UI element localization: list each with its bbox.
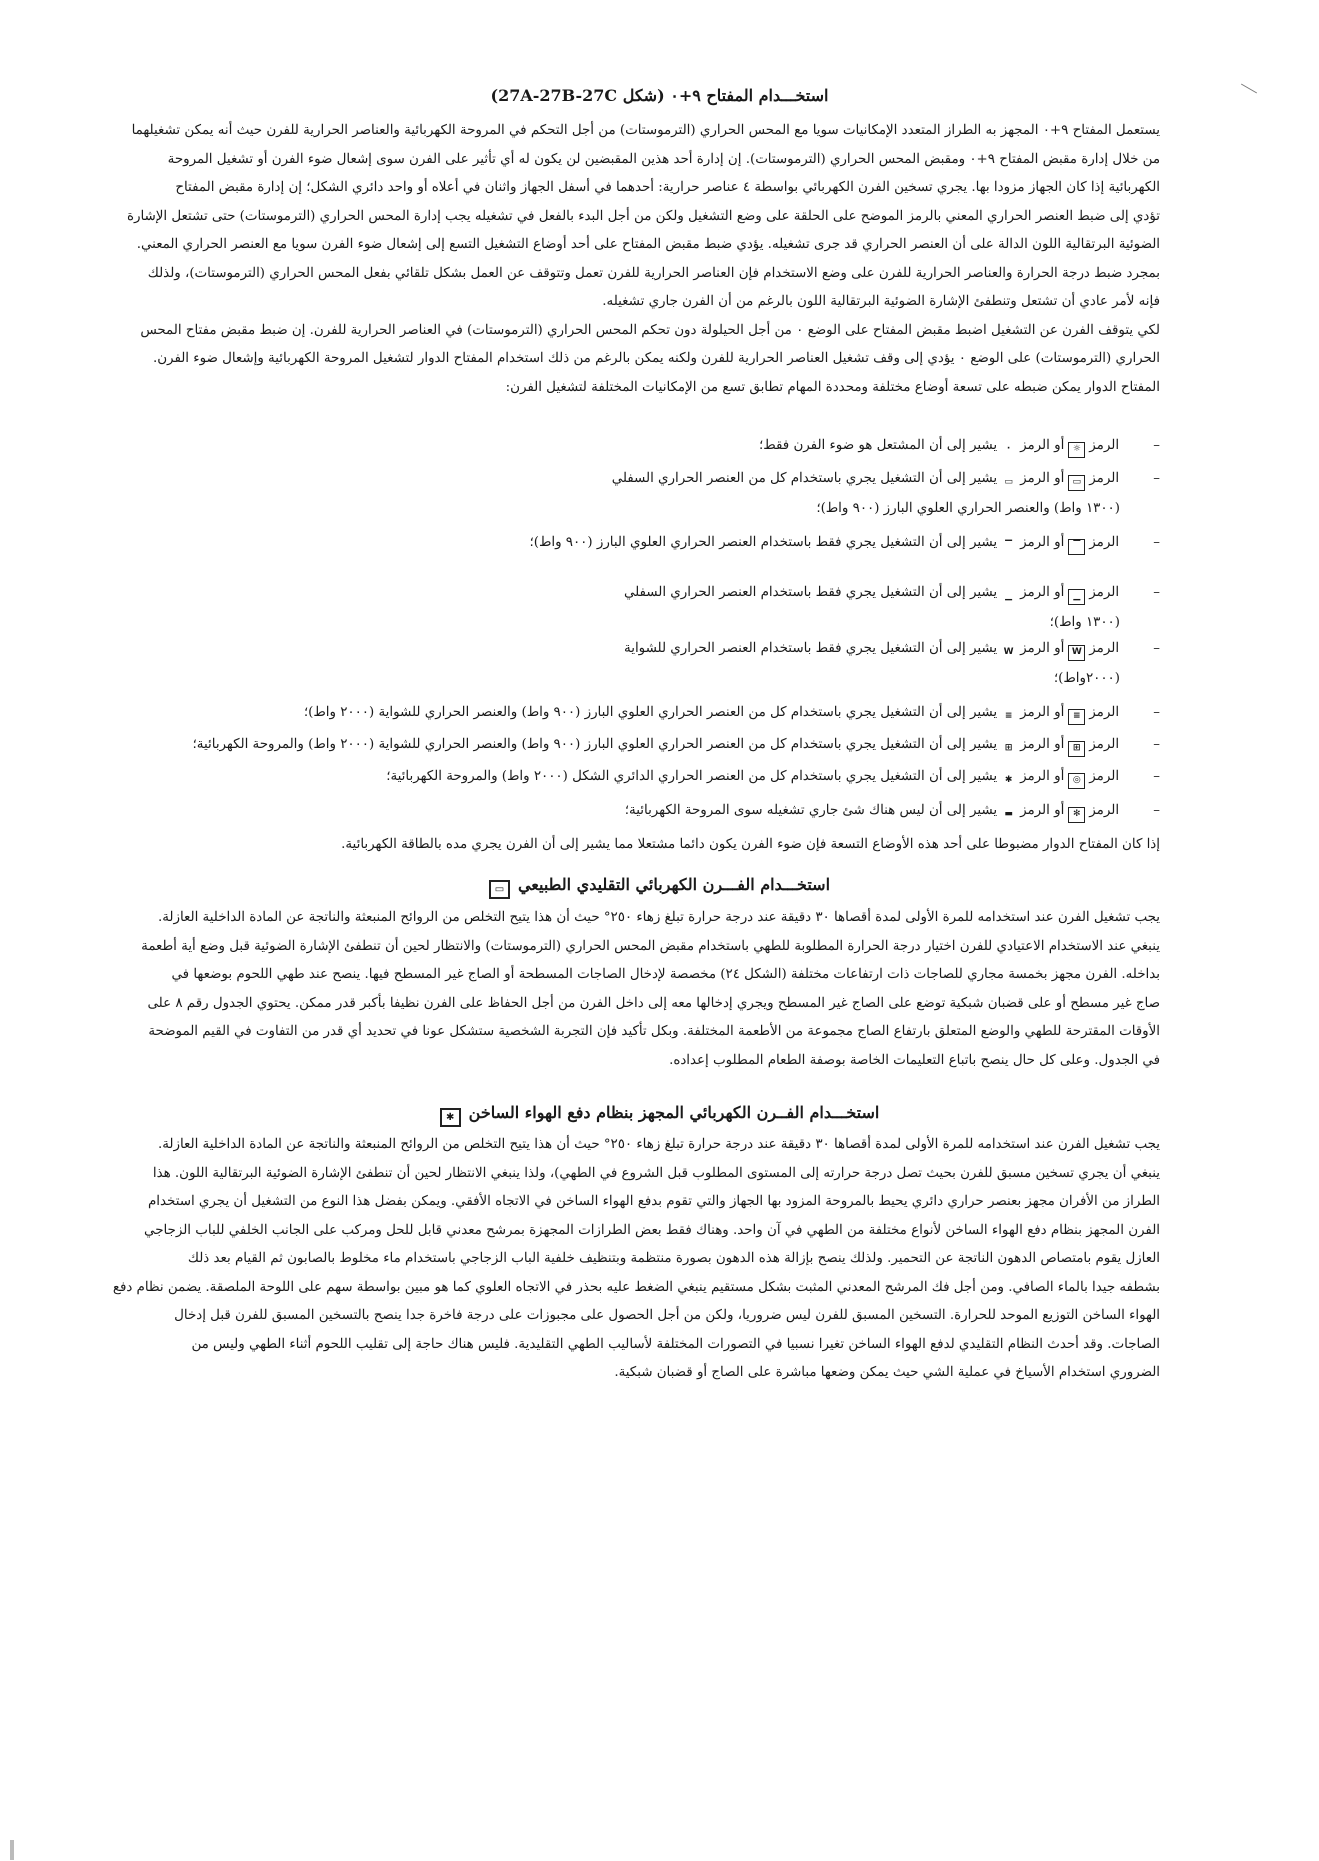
bullet-label: الرمز — [1089, 585, 1120, 600]
bullet-label: الرمز — [1089, 535, 1120, 550]
section2-line: ينبغي عند الاستخدام الاعتيادي للفرن اختيار درجة الحرارة المطلوبة للطهي باستخدام مقبض المحس الحراري (الترموستات) والانتظار لحين أن تنطفئ الإشارة الضوئية قبل وضع أية أطعمة — [141, 938, 1160, 954]
section1-line: الحراري (الترموستات) على الوضع ٠ يؤدي إلى وقف تشغيل العناصر الحرارية للفرن ولكنه يمكن بالرغم من ذلك استخدام المفتاح الدوار لتشغيل المروحة الكهربائية وإشعال ضوء الفرن. — [152, 351, 1160, 366]
bullet-or: أو الرمز — [1020, 438, 1065, 453]
bullet-label: الرمز — [1089, 737, 1120, 752]
bullet-text: يشير إلى أن ليس هناك شئ جاري تشغيله سوى المروحة الكهربائية؛ — [624, 803, 998, 818]
section3-line: الهواء الساخن التوزيع الموحد للحرارة. التسخين المسبق للفرن ليس ضروريا، ولكن من أجل الحصول على مجبوزات على درجة فاخرة جدا ينصح بالتسخين المسبق للفرن قبل إدخال — [174, 1308, 1160, 1323]
bullet-or: أو الرمز — [1020, 471, 1065, 486]
oven-mode-alt-icon: ✱ — [1004, 775, 1013, 785]
oven-mode-alt-icon: ⊞ — [1004, 743, 1013, 753]
heading-convection: استخـــدام الفــرن الكهربائي المجهز بنظام دفع الهواء الساخن✱ — [0, 1103, 1319, 1127]
oven-mode-alt-icon: · — [1006, 444, 1011, 454]
bullet-item — [152, 802, 1160, 823]
bullet-label: الرمز — [1089, 769, 1120, 784]
oven-mode-alt-icon: ≡ — [1004, 711, 1013, 721]
oven-mode-alt-icon: ▁ — [1005, 591, 1013, 601]
section3-line: الفرن المجهز بنظام دفع الهواء الساخن لأنواع مختلفة من الطهي في آن واحد. وهناك فقط بعض الطرازات المجهزة بمرشح معدني قابل للحل ومركب على الجانب الخلفي للباب الزجاجي — [144, 1222, 1160, 1238]
bullet-or: أو الرمز — [1020, 585, 1065, 600]
bullet-dash: – — [1149, 705, 1160, 720]
section3-line: الطراز من الأفران مجهز بعنصر حراري دائري يحيط بالمروحة المزود بها الجهاز والتي تقوم بدفع الهواء الساخن في الاتجاه الأفقي. ويمكن بفضل هذا النوع من التشغيل أن يجري استخدام — [148, 1194, 1160, 1209]
bullet-item — [152, 640, 1160, 661]
oven-mode-icon: ▭ — [1068, 475, 1085, 491]
bullet-continuation: (١٣٠٠ واط)؛ — [1049, 615, 1120, 630]
bullet-text: يشير إلى أن التشغيل يجري فقط باستخدام العنصر الحراري للشواية — [624, 641, 998, 656]
bullet-label: الرمز — [1089, 438, 1120, 453]
bullet-dash: – — [1149, 535, 1160, 550]
bullet-dash: – — [1149, 585, 1160, 600]
heading-switch: استخـــدام المفتاح ٩+٠ (شكل 27A-27B-27C) — [490, 86, 829, 105]
oven-mode-icon: ▁ — [1068, 589, 1085, 605]
oven-icon: ▭ — [489, 880, 510, 899]
bullet-dash: – — [1149, 438, 1160, 453]
oven-mode-icon: ◎ — [1068, 773, 1085, 789]
bullet-item — [152, 437, 1160, 458]
bullet-text: يشير إلى أن التشغيل يجري باستخدام كل من العنصر الحراري الدائري الشكل (٢٠٠٠ واط) والمروحة الكهربائية؛ — [386, 769, 998, 784]
section2-line: يجب تشغيل الفرن عند استخدامه للمرة الأولى لمدة أقصاها ٣٠ دقيقة عند درجة حرارة تبلغ زهاء ٢٥٠° حيث أن هذا يتيح التخلص من الروائح المنبعثة والناتجة عن المادة الداخلية العازلة. — [157, 910, 1160, 925]
section3-line: ينبغي أن يجري تسخين مسبق للفرن بحيث تصل درجة حرارته إلى المستوى المطلوب قبل الشروع في الطهي)، ولذا ينبغي الانتظار لحين أن تنطفئ الإشارة الضوئية البرتقالية اللون. هذا — [152, 1165, 1160, 1181]
bullet-continuation: (١٣٠٠ واط) والعنصر الحراري العلوي البارز (٩٠٠ واط)؛ — [816, 501, 1120, 516]
bullet-label: الرمز — [1089, 803, 1120, 818]
section3-line: بشطفه جيدا بالماء الصافي. ومن أجل فك المرشح المعدني المثبت بشكل مستقيم ينبغي الضغط عليه بحذر في الاتجاه العلوي كما هو مبين بواسطة سهم على اللوحة الملصقة. يضمن نظام دفع — [112, 1279, 1160, 1295]
oven-mode-icon: W — [1068, 645, 1085, 661]
bullet-item — [152, 736, 1160, 757]
oven-mode-icon: ⊞ — [1068, 741, 1085, 757]
section3-line: الضروري استخدام الأسياخ في عملية الشي حيث يمكن وضعها مباشرة على الصاج أو قضبان شبكية. — [614, 1365, 1160, 1380]
section1-line: الضوئية البرتقالية اللون الدالة على أن العنصر الحراري قد جرى تشغيله. يؤدي ضبط مقبض المفتاح على أحد أوضاع التشغيل التسع إلى إشعال ضوء الفرن سويا مع العنصر الحراري المعني. — [136, 237, 1160, 252]
oven-mode-icon: ✻ — [1068, 807, 1085, 823]
heading-conventional: استخـــدام الفـــرن الكهربائي التقليدي الطبيعي▭ — [0, 875, 1319, 899]
bullet-text: يشير إلى أن التشغيل يجري فقط باستخدام العنصر الحراري السفلي — [623, 585, 998, 600]
section3-line: يجب تشغيل الفرن عند استخدامه للمرة الأولى لمدة أقصاها ٣٠ دقيقة عند درجة حرارة تبلغ زهاء ٢٥٠° حيث أن هذا يتيح التخلص من الروائح المنبعثة والناتجة عن المادة الداخلية العازلة. — [157, 1137, 1160, 1152]
section1-line: المفتاح الدوار يمكن ضبطه على تسعة أوضاع مختلفة ومحددة المهام تطابق تسع من الإمكانيات المختلفة لتشغيل الفرن: — [505, 379, 1160, 395]
bullet-text: يشير إلى أن التشغيل يجري فقط باستخدام العنصر الحراري العلوي البارز (٩٠٠ واط)؛ — [529, 535, 998, 550]
bullet-text: يشير إلى أن التشغيل يجري باستخدام كل من العنصر الحراري السفلي — [611, 471, 998, 486]
bullet-item — [152, 584, 1160, 605]
section1-line: يستعمل المفتاح ٩+٠ المجهز به الطراز المتعدد الإمكانيات سويا مع المحس الحراري (الترموستات) من أجل التحكم في المروحة الكهربائية والعناصر الحرارية للفرن حيث أنه يمكن تشغيلهما — [131, 123, 1160, 138]
section1-end: إذا كان المفتاح الدوار مضبوطا على أحد هذه الأوضاع التسعة فإن ضوء الفرن يكون دائما مشتعلا مما يشير إلى أن الفرن يجري مده بالطاقة الكهربائية. — [341, 837, 1160, 852]
bullet-label: الرمز — [1089, 471, 1120, 486]
bullet-text: يشير إلى أن التشغيل يجري باستخدام كل من العنصر الحراري العلوي البارز (٩٠٠ واط) والعنصر الحراري للشواية (٢٠٠٠ واط)؛ — [303, 705, 998, 720]
bullet-dash: – — [1149, 471, 1160, 486]
bullet-or: أو الرمز — [1020, 769, 1065, 784]
section1-line: فإنه لأمر عادي أن تشتعل وتنطفئ الإشارة الضوئية البرتقالية اللون بالرغم من أن الفرن جاري تشغيله. — [602, 294, 1160, 309]
scan-edge — [10, 1840, 14, 1860]
bullet-or: أو الرمز — [1020, 705, 1065, 720]
oven-mode-alt-icon: ▬ — [1004, 809, 1013, 819]
bullet-dash: – — [1149, 641, 1160, 656]
bullet-or: أو الرمز — [1020, 535, 1065, 550]
section1-line: الكهربائية إذا كان الجهاز مزودا بها. يجري تسخين الفرن الكهربائي بواسطة ٤ عناصر حرارية: أحدهما في أسفل الجهاز واثنان في أعلاه أو واحد دائري الشكل؛ إن إدارة مقبض المفتاح — [175, 180, 1160, 195]
bullet-dash: – — [1149, 737, 1160, 752]
section1-line: تؤدي إلى ضبط العنصر الحراري المعني بالرمز الموضح على الحلقة على وضع التشغيل ولكن من أجل البدء بالفعل في تشغيله يجب إدارة المحس الحراري (الترموستات) حتى تشتعل الإشارة — [126, 208, 1160, 224]
bullet-or: أو الرمز — [1020, 737, 1065, 752]
oven-mode-alt-icon: ▔ — [1005, 541, 1013, 551]
bullet-item — [152, 534, 1160, 555]
section2-line: بداخله. الفرن مجهز بخمسة مجاري للصاجات ذات ارتفاعات مختلفة (الشكل ٢٤) مخصصة لإدخال الصاجات المسطحة أو الصاج غير المسطح فيها. ينصح عند طهي اللحوم بوضعها في — [171, 967, 1160, 982]
oven-mode-icon: ▔ — [1068, 539, 1085, 555]
section3-line: العازل يقوم بامتصاص الدهون الناتجة عن التحمير. ولذلك ينصح بإزالة هذه الدهون بصورة منتظمة وبتنظيف خلفية الباب الزجاجي باستخدام ماء مخلوط بالصابون ثم القيام بعد ذلك — [187, 1251, 1160, 1266]
bullet-item — [152, 470, 1160, 491]
oven-mode-icon: ☼ — [1068, 442, 1085, 458]
section2-line: الأوقات المقترحة للطهي والوضع المتعلق بارتفاع الصاج مجموعة من الأطعمة المختلفة. وبكل تأكيد فإن التجربة الشخصية ستشكل عونا في تحديد أي قدر من التفاوت في القيم الموضحة — [148, 1024, 1160, 1039]
bullet-continuation: (٢٠٠٠واط)؛ — [1053, 671, 1120, 686]
oven-mode-alt-icon: W — [1003, 647, 1014, 657]
bullet-or: أو الرمز — [1020, 641, 1065, 656]
bullet-item — [152, 768, 1160, 789]
bullet-label: الرمز — [1089, 705, 1120, 720]
bullet-dash: – — [1149, 803, 1160, 818]
section2-line: في الجدول. وعلى كل حال ينصح باتباع التعليمات الخاصة بوصفة الطعام المطلوب إعداده. — [669, 1052, 1160, 1068]
section1-line: بمجرد ضبط درجة الحرارة والعناصر الحرارية للفرن على وضع الاستخدام فإن العناصر الحرارية للفرن تعمل وتتوقف عن العمل بشكل تلقائي بفعل المحس الحراري (الترموستات)، ولذلك — [147, 265, 1160, 281]
oven-mode-alt-icon: ▭ — [1004, 477, 1013, 487]
bullet-text: يشير إلى أن التشغيل يجري باستخدام كل من العنصر الحراري العلوي البارز (٩٠٠ واط) والعنصر الحراري للشواية (٢٠٠٠ واط) والمروحة الكهربائية؛ — [192, 737, 998, 752]
bullet-dash: – — [1149, 769, 1160, 784]
section2-line: صاج غير مسطح أو على قضبان شبكية توضع على الصاج غير المسطح ويجري إدخالها معه إلى داخل الفرن من أجل الحفاظ على الفرن نظيفا بأكبر قدر ممكن. يحتوي الجدول رقم ٨ على — [147, 995, 1160, 1011]
section1-line: لكي يتوقف الفرن عن التشغيل اضبط مقبض المفتاح على الوضع ٠ من أجل الحيلولة دون تحكم المحس الحراري (الترموستات) في العناصر الحرارية للفرن. إن ضبط مقبض مفتاح المحس — [140, 322, 1160, 338]
bullet-label: الرمز — [1089, 641, 1120, 656]
section3-line: الصاجات. وقد أحدث النظام التقليدي لدفع الهواء الساخن تغيرا نسبيا في التصورات المختلفة لأساليب الطهي التقليدية. فليس هناك حاجة إلى تقليب اللحوم أثناء الطهي وليس من — [191, 1336, 1160, 1352]
oven-mode-icon: ≡ — [1068, 709, 1085, 725]
bullet-text: يشير إلى أن المشتعل هو ضوء الفرن فقط؛ — [759, 438, 998, 453]
fan-oven-icon: ✱ — [440, 1108, 461, 1127]
bullet-item — [152, 704, 1160, 725]
bullet-or: أو الرمز — [1020, 803, 1065, 818]
section1-line: من خلال إدارة مقبض المفتاح ٩+٠ ومقبض المحس الحراري (الترموستات). إن إدارة أحد هذين المقبضين لن يكون له أي تأثير على الفرن سوى إشعال ضوء الفرن أو تشغيل المروحة — [167, 151, 1160, 167]
